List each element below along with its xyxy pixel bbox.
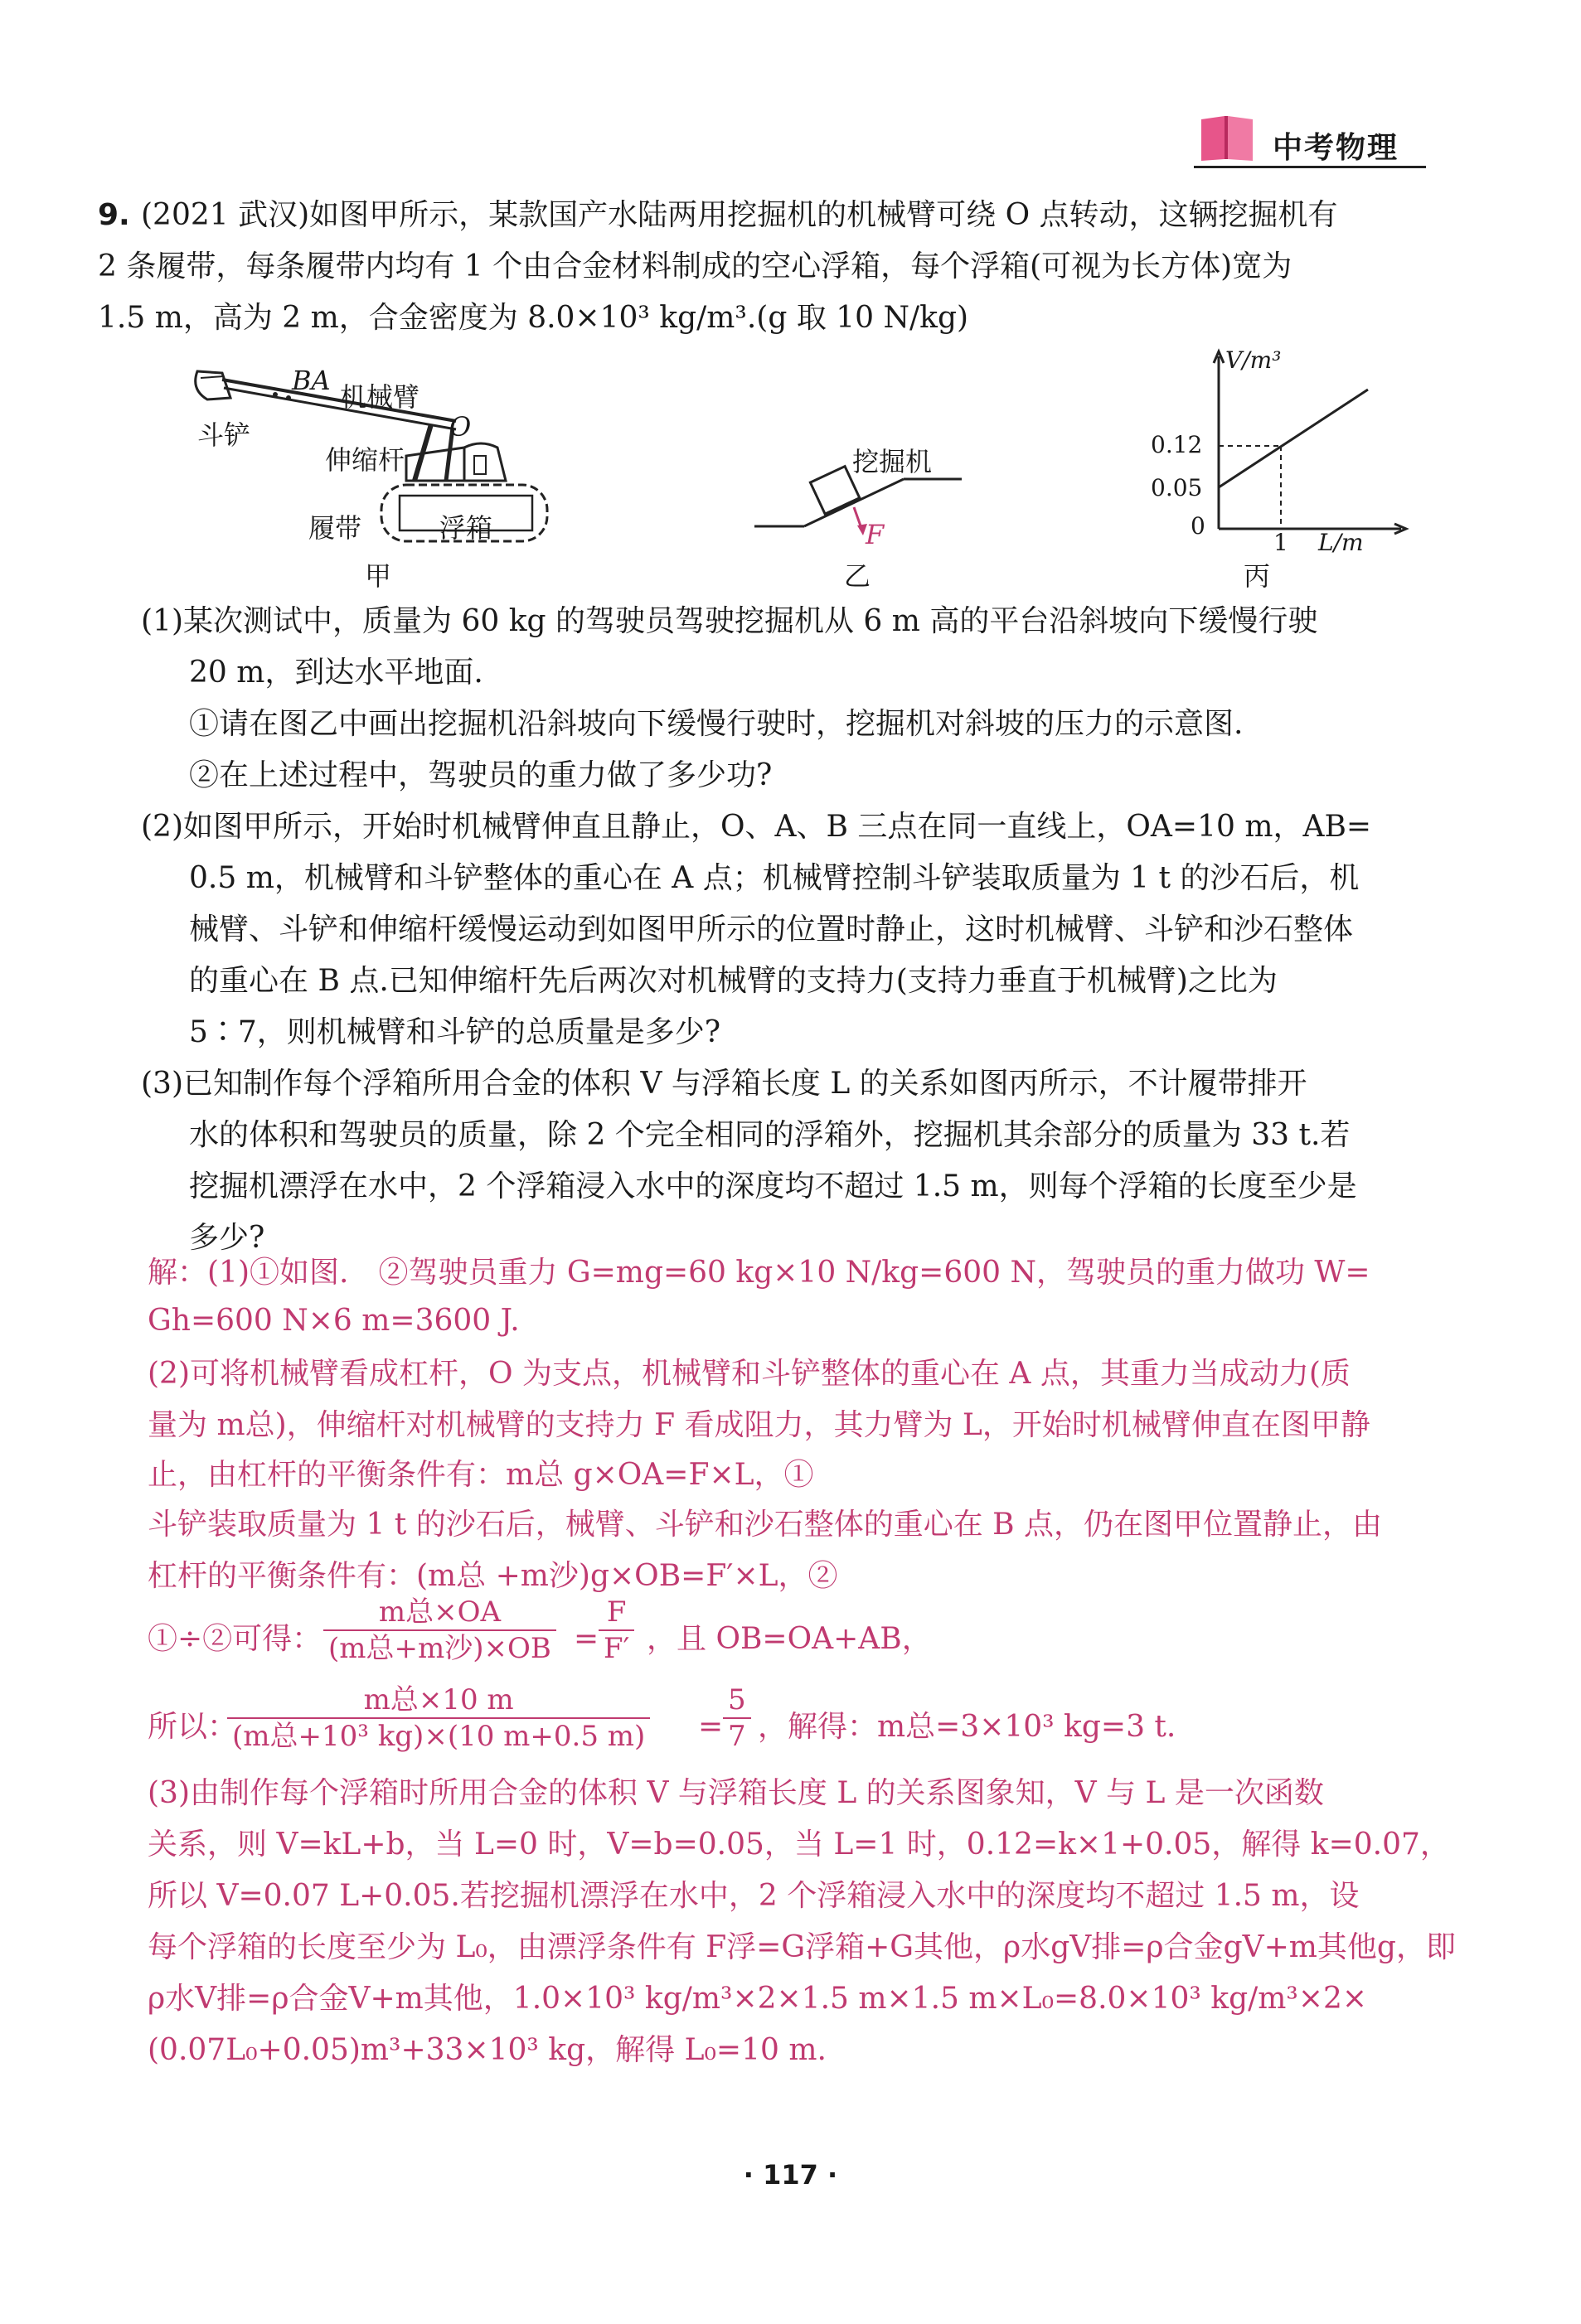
part-line: 的重心在 B 点.已知伸缩杆先后两次对机械臂的支持力(支持力垂直于机械臂)之比为 <box>189 964 1278 998</box>
tick-012: 0.12 <box>1151 431 1203 458</box>
intro-line: (2021 武汉)如图甲所示，某款国产水陆两用挖掘机的机械臂可绕 O 点转动，这辆挖掘机有 <box>141 198 1338 232</box>
answer-line: (3)由制作每个浮箱时所用合金的体积 V 与浮箱长度 L 的关系图象知，V 与 L 是一次函数 <box>148 1776 1324 1810</box>
question-number <box>98 196 130 235</box>
so-eq: = <box>698 1710 724 1744</box>
part-line: (1)某次测试中，质量为 60 kg 的驾驶员驾驶挖掘机从 6 m 高的平台沿斜坡向下缓慢行驶 <box>141 604 1318 638</box>
part-line: 水的体积和驾驶员的质量，除 2 个完全相同的浮箱外，挖掘机其余部分的质量为 33 t.若 <box>189 1118 1351 1152</box>
figure-caption-yi: 乙 <box>844 560 871 592</box>
label-machine: 挖掘机 <box>852 446 933 477</box>
tick-1: 1 <box>1273 529 1288 556</box>
answer-line: (2)可将机械臂看成杠杆，O 为支点，机械臂和斗铲整体的重心在 A 点，其重力当成动力(质 <box>148 1357 1351 1391</box>
label-BA: BA <box>292 365 331 396</box>
part-line: (3)已知制作每个浮箱所用合金的体积 V 与浮箱长度 L 的关系如图丙所示，不计履带排开 <box>141 1067 1307 1101</box>
label-O: O <box>449 411 472 443</box>
page-number: · 117 · <box>743 2159 838 2191</box>
so-fraction-1 <box>227 1682 650 1754</box>
intro-line: 1.5 m，高为 2 m，合金密度为 8.0×10³ kg/m³.(g 取 10 N/kg) <box>98 301 969 335</box>
part-line: 5∶7，则机械臂和斗铲的总质量是多少? <box>189 1015 721 1049</box>
answer-line: 斗铲装取质量为 1 t 的沙石后，械臂、斗铲和沙石整体的重心在 B 点，仍在图甲位置静止，由 <box>148 1508 1383 1542</box>
answer-line: Gh=600 N×6 m=3600 J. <box>148 1304 520 1338</box>
so-suffix: ，解得：m总=3×10³ kg=3 t. <box>758 1710 1176 1744</box>
label-bucket: 斗铲 <box>197 419 251 451</box>
intro-line: 2 条履带，每条履带内均有 1 个由合金材料制成的空心浮箱，每个浮箱(可视为长方体)宽为 <box>98 249 1292 283</box>
part-line: 0.5 m，机械臂和斗铲整体的重心在 A 点；机械臂控制斗铲装取质量为 1 t 的沙石后，机 <box>189 861 1360 895</box>
ratio-den-1: (m总+m沙)×OB <box>328 1632 551 1665</box>
ratio-num-1: m总×OA <box>323 1595 556 1631</box>
answer-line: (0.07L₀+0.05)m³+33×10³ kg，解得 L₀=10 m. <box>148 2033 827 2067</box>
label-track: 履带 <box>308 512 362 544</box>
tick-005: 0.05 <box>1151 474 1203 501</box>
ratio-num-2: F <box>599 1595 634 1631</box>
ratio-prefix: ①÷②可得： <box>148 1622 323 1656</box>
so-num-2: 5 <box>723 1682 751 1719</box>
figure-caption-bing: 丙 <box>1244 560 1271 592</box>
answer-line: 每个浮箱的长度至少为 L₀，由漂浮条件有 F浮=G浮箱+G其他，ρ水gV排=ρ合金gV+m其他g，即 <box>148 1930 1456 1964</box>
part-line: 20 m，到达水平地面. <box>189 656 483 690</box>
label-arm: 机械臂 <box>340 381 420 413</box>
ratio-suffix: ，且 OB=OA+AB， <box>647 1622 932 1656</box>
part-line: 挖掘机漂浮在水中，2 个浮箱浸入水中的深度均不超过 1.5 m，则每个浮箱的长度至少是 <box>189 1169 1357 1203</box>
answer-line: 所以 V=0.07 L+0.05.若挖掘机漂浮在水中，2 个浮箱浸入水中的深度均不超过 1.5 m，设 <box>148 1879 1360 1913</box>
so-prefix: 所以： <box>148 1710 238 1744</box>
so-num-1: m总×10 m <box>227 1682 650 1719</box>
header-rule <box>1194 166 1426 168</box>
question-number-label: 9. <box>98 198 130 232</box>
part-line: ①请在图乙中画出挖掘机沿斜坡向下缓慢行驶时，挖掘机对斜坡的压力的示意图. <box>189 707 1244 741</box>
x-axis-label: L/m <box>1318 529 1364 556</box>
answer-line: 解：(1)①如图. ②驾驶员重力 G=mg=60 kg×10 N/kg=600 N，驾驶员的重力做功 W= <box>148 1256 1370 1290</box>
header-title: 中考物理 <box>1273 131 1399 165</box>
figure-caption-jia: 甲 <box>365 560 392 592</box>
so-den-2: 7 <box>728 1720 746 1753</box>
ratio-fraction-2 <box>599 1595 634 1666</box>
answer-line: 杠杆的平衡条件有：(m总 +m沙)g×OB=F′×L，② <box>148 1559 838 1593</box>
answer-line: 止，由杠杆的平衡条件有：m总 g×OA=F×L，① <box>148 1458 814 1492</box>
so-fraction-2 <box>723 1682 751 1754</box>
part-line: 械臂、斗铲和伸缩杆缓慢运动到如图甲所示的位置时静止，这时机械臂、斗铲和沙石整体 <box>189 913 1354 947</box>
answer-line: ρ水V排=ρ合金V+m其他，1.0×10³ kg/m³×2×1.5 m×1.5 m×L₀=8.0×10³ kg/m³×2× <box>148 1982 1368 2016</box>
so-den-1: (m总+10³ kg)×(10 m+0.5 m) <box>232 1720 646 1753</box>
ratio-fraction-1 <box>323 1595 556 1666</box>
answer-line: 关系，则 V=kL+b，当 L=0 时，V=b=0.05，当 L=1 时，0.12=k×1+0.05，解得 k=0.07， <box>148 1828 1450 1862</box>
ratio-eq: = <box>574 1622 599 1656</box>
part-line: ②在上述过程中，驾驶员的重力做了多少功? <box>189 758 773 792</box>
label-force: F <box>866 519 885 550</box>
answer-line: 量为 m总)，伸缩杆对机械臂的支持力 F 看成阻力，其力臂为 L，开始时机械臂伸直在图甲静 <box>148 1408 1370 1442</box>
v-l-graph <box>1210 348 1426 547</box>
part-line: 多少? <box>189 1221 265 1255</box>
y-axis-label: V/m³ <box>1225 346 1282 374</box>
part-line: (2)如图甲所示，开始时机械臂伸直且静止，O、A、B 三点在同一直线上，OA=10 m，AB= <box>141 810 1372 844</box>
book-icon <box>1198 113 1256 162</box>
label-float: 浮箱 <box>439 512 493 544</box>
ratio-den-2: F′ <box>604 1632 630 1665</box>
tick-origin: 0 <box>1191 512 1205 540</box>
label-rod: 伸缩杆 <box>325 444 405 476</box>
